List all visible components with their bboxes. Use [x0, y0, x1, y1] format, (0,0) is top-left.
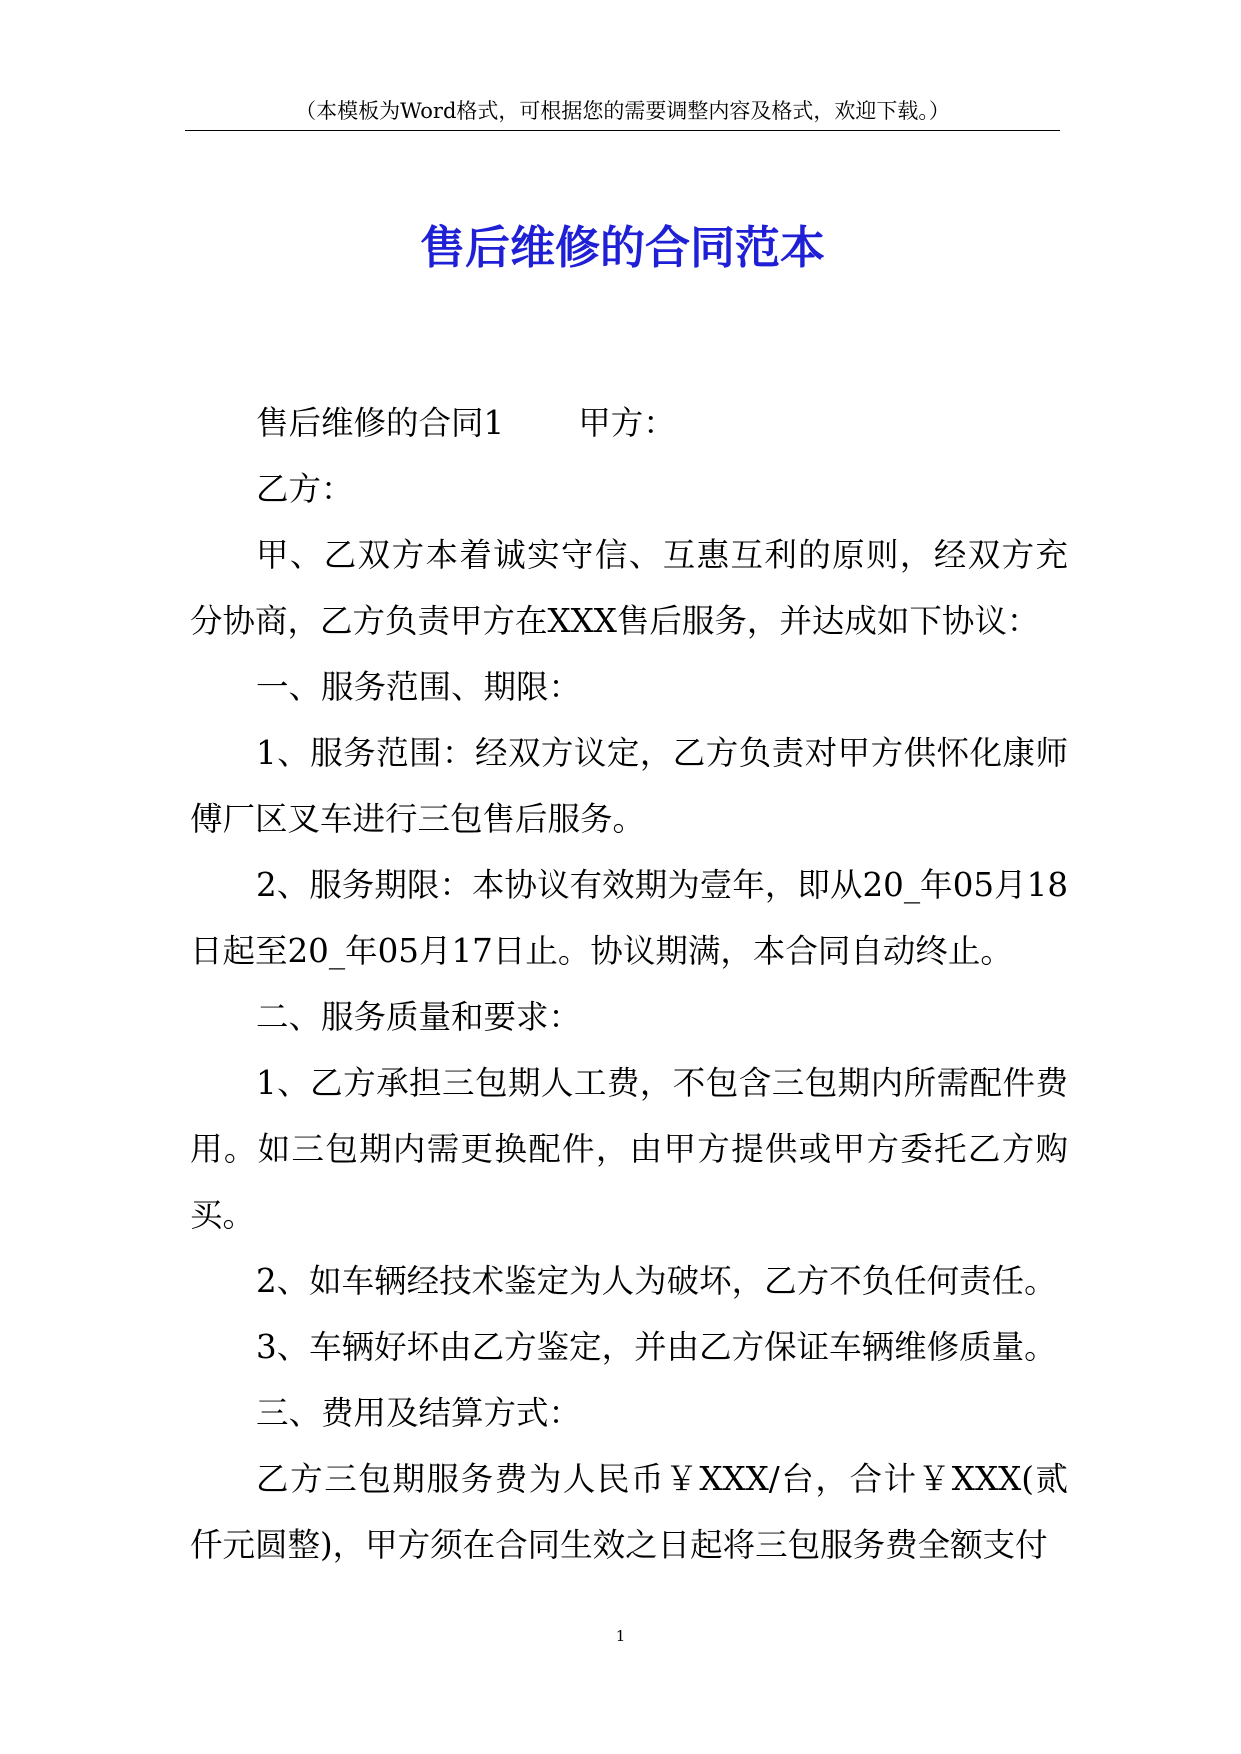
clause-fees: 乙方三包期服务费为人民币￥XXX/台，合计￥XXX(贰仟元圆整)，甲方须在合同生效之日起将三包服务费全额支付 [190, 1460, 1068, 1564]
party-b-label: 乙方： [256, 470, 354, 508]
template-note: （本模板为Word格式，可根据您的需要调整内容及格式，欢迎下载。） [295, 99, 950, 123]
clause-service-scope: 1、服务范围：经双方议定，乙方负责对甲方供怀化康师傅厂区叉车进行三包售后服务。 [190, 734, 1068, 838]
clause-damage: 2、如车辆经技术鉴定为人为破坏，乙方不负任何责任。 [256, 1262, 1057, 1300]
clause-service-term: 2、服务期限：本协议有效期为壹年，即从20_年05月18日起至20_年05月17日止。协议期满，本合同自动终止。 [190, 866, 1068, 970]
clause-labor-cost: 1、乙方承担三包期人工费，不包含三包期内所需配件费用。如三包期内需更换配件，由甲方提供或甲方委托乙方购买。 [190, 1064, 1068, 1234]
section-heading-fees: 三、费用及结算方式： [256, 1394, 582, 1432]
section-heading-scope: 一、服务范围、期限： [256, 668, 582, 706]
page-number: 1 [615, 1627, 626, 1645]
paragraph-preamble: 甲、乙双方本着诚实守信、互惠互利的原则，经双方充分协商，乙方负责甲方在XXX售后服务，并达成如下协议： [190, 536, 1068, 640]
document-title: 售后维修的合同范本 [419, 221, 825, 274]
contract-number: 售后维修的合同1 [256, 404, 505, 442]
paragraph-contract-heading [190, 390, 1068, 456]
clause-quality: 3、车辆好坏由乙方鉴定，并由乙方保证车辆维修质量。 [256, 1328, 1057, 1366]
party-a-label: 甲方： [578, 404, 676, 442]
header-divider [185, 130, 1060, 131]
section-heading-quality: 二、服务质量和要求： [256, 998, 582, 1036]
document-body [190, 390, 1068, 1578]
